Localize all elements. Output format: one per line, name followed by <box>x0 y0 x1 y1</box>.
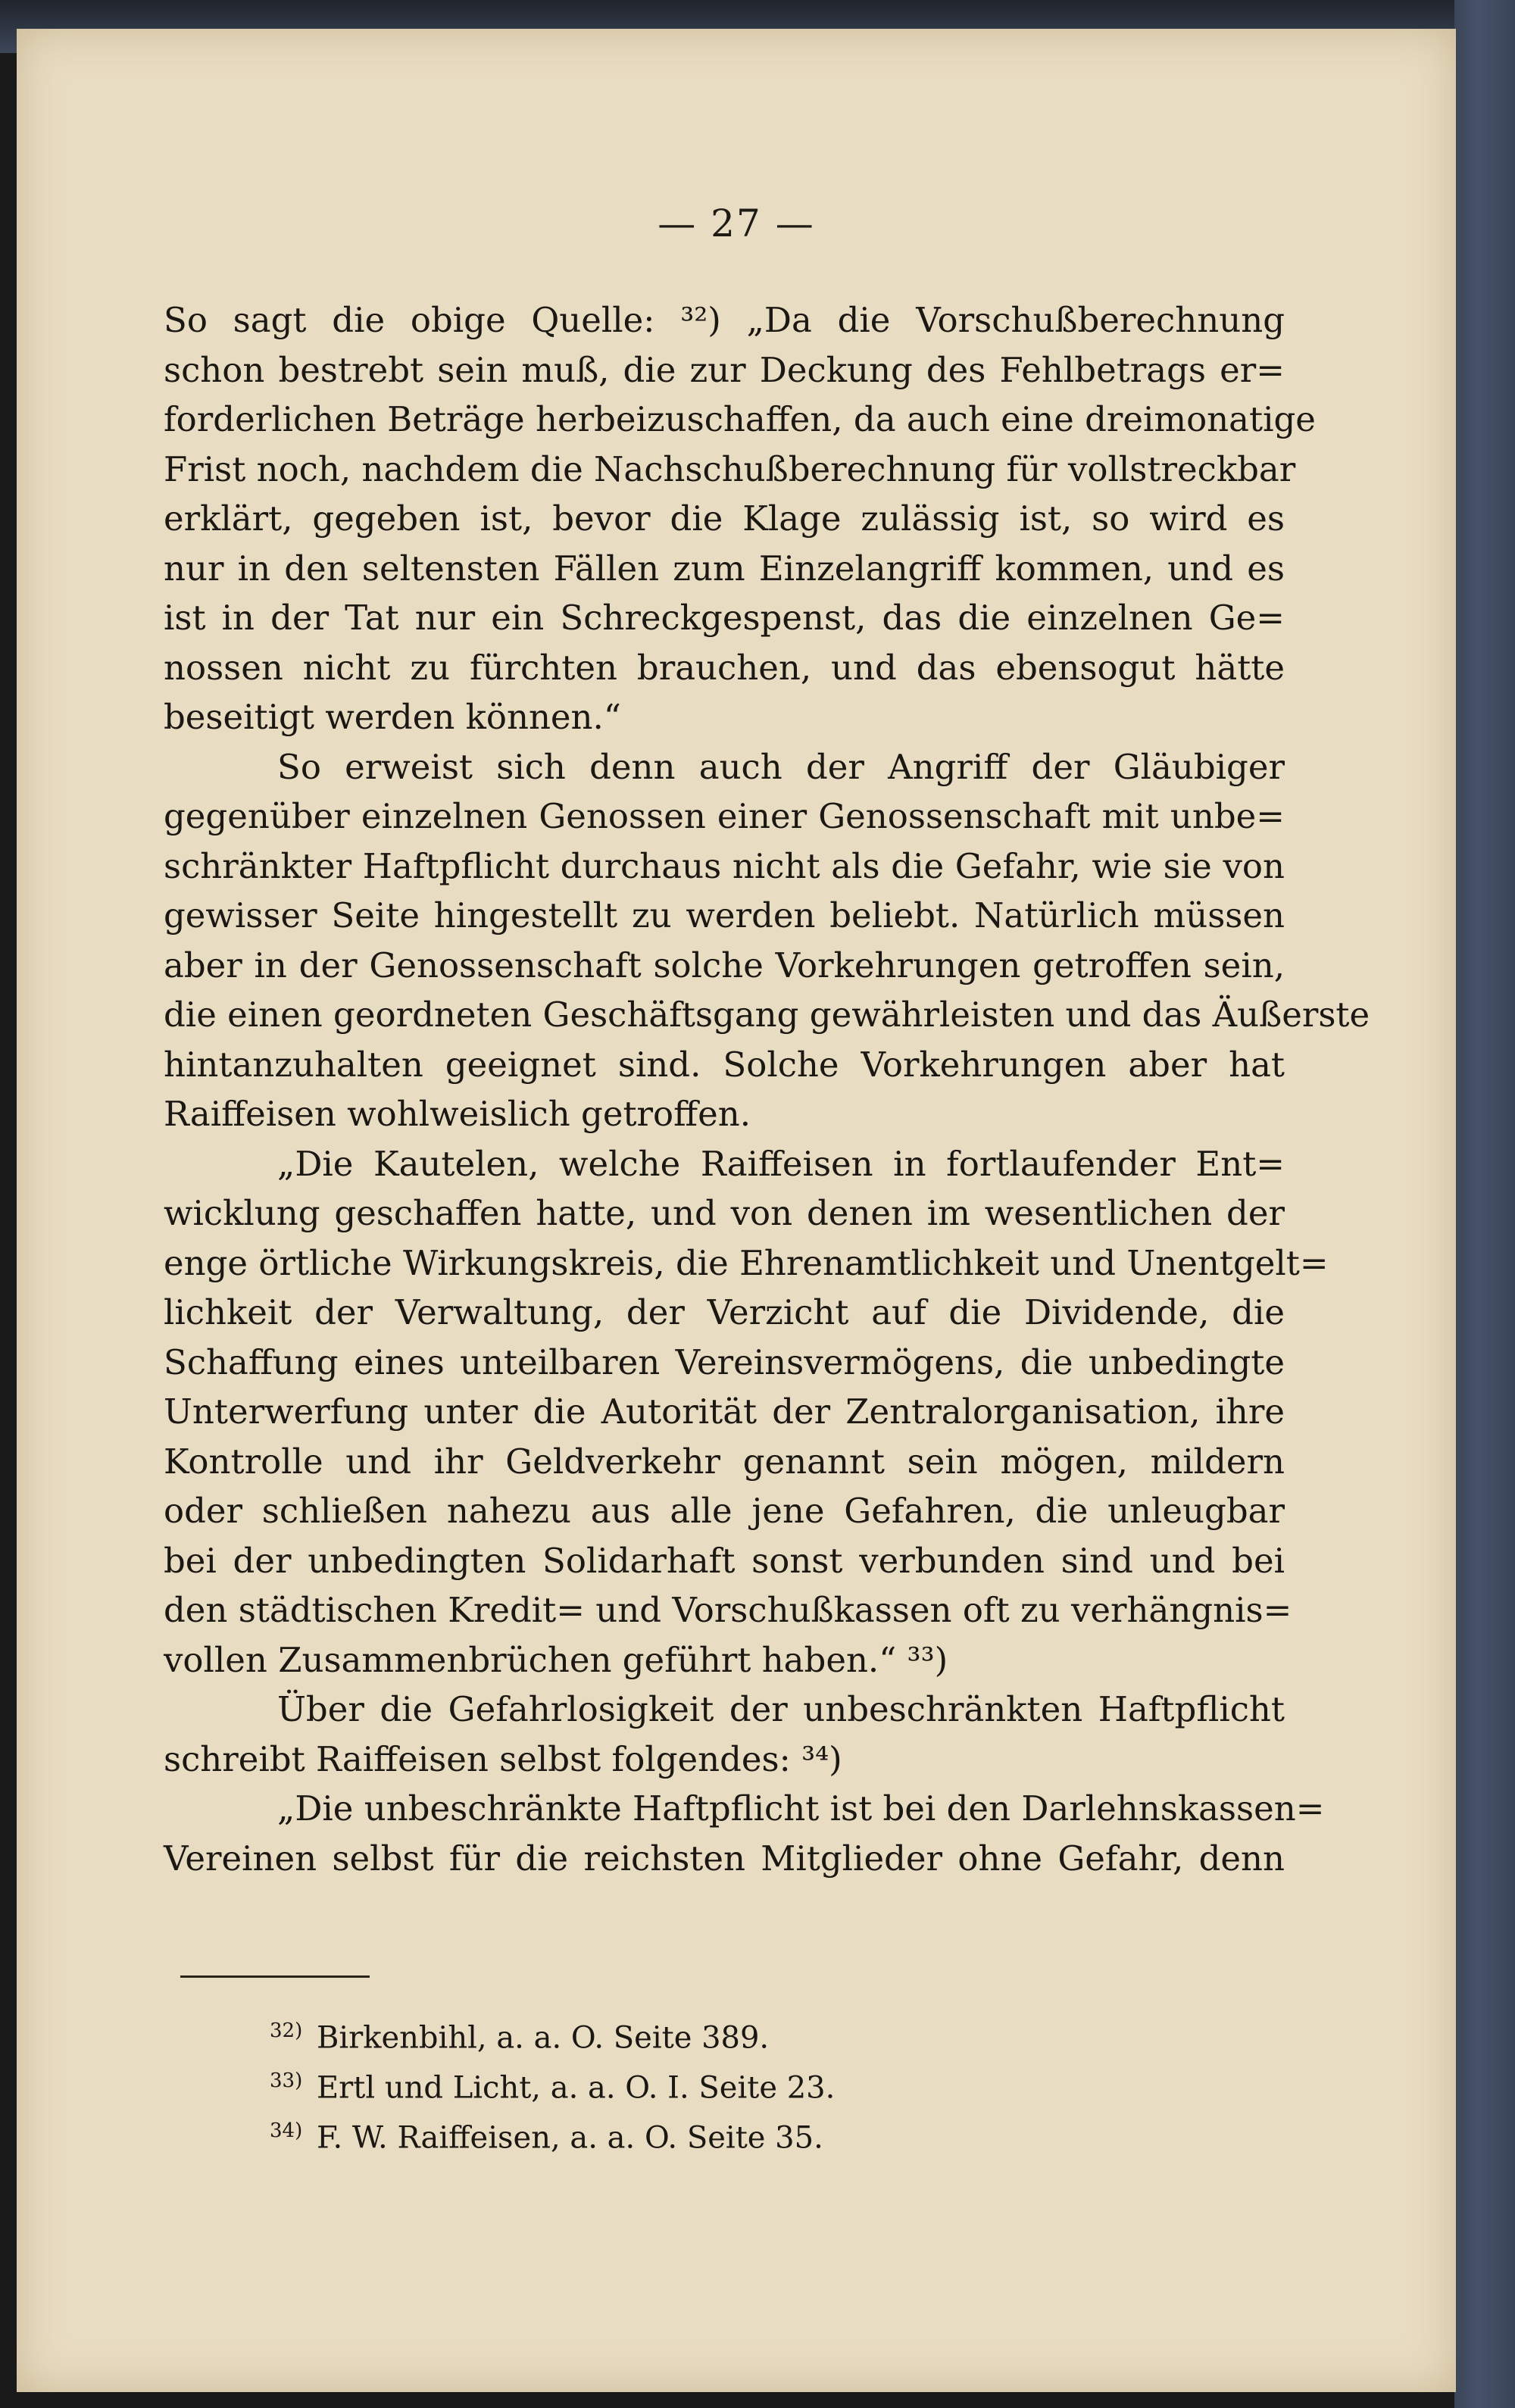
page-number: — 27 — <box>658 201 815 245</box>
text-line: „Die Kautelen, welche Raiffeisen in fortlaufender Ent= <box>277 1143 1285 1184</box>
text-line: hintanzuhalten geeignet sind. Solche Vorkehrungen aber hat <box>164 1044 1285 1085</box>
text-line: vollen Zusammenbrüchen geführt haben.“ ³³) <box>164 1639 948 1680</box>
text-line: Unterwerfung unter die Autorität der Zentralorganisation, ihre <box>164 1391 1285 1432</box>
text-line: So sagt die obige Quelle: ³²) „Da die Vorschußberechnung <box>164 300 1285 340</box>
book-cover-edge <box>1454 0 1515 2408</box>
body-text <box>164 295 1370 1883</box>
text-line: oder schließen nahezu aus alle jene Gefahren, die unleugbar <box>164 1491 1285 1531</box>
footnote-text: Ertl und Licht, a. a. O. I. Seite 23. <box>316 2070 836 2106</box>
footnote-text: Birkenbihl, a. a. O. Seite 389. <box>316 2020 770 2056</box>
text-line: beseitigt werden können.“ <box>164 697 621 737</box>
footnote-text: F. W. Raiffeisen, a. a. O. Seite 35. <box>316 2120 823 2156</box>
footnote <box>270 2006 1179 2056</box>
text-line: nossen nicht zu fürchten brauchen, und das ebensogut hätte <box>164 647 1285 688</box>
text-line: nur in den seltensten Fällen zum Einzelangriff kommen, und es <box>164 548 1285 589</box>
text-line: Vereinen selbst für die reichsten Mitglieder ohne Gefahr, denn <box>164 1838 1285 1879</box>
text-line: schränkter Haftpflicht durchaus nicht als die Gefahr, wie sie von <box>164 845 1285 886</box>
text-line: lichkeit der Verwaltung, der Verzicht auf die Dividende, die <box>164 1292 1285 1332</box>
text-line: aber in der Genossenschaft solche Vorkehrungen getroffen sein, <box>164 945 1285 985</box>
text-line: „Die unbeschränkte Haftpflicht ist bei den Darlehnskassen= <box>277 1788 1325 1829</box>
footnote-divider <box>180 1975 370 1978</box>
text-line: wicklung geschaffen hatte, und von denen im wesentlichen der <box>164 1193 1285 1233</box>
text-line: die einen geordneten Geschäftsgang gewährleisten und das Äußerste <box>164 995 1370 1035</box>
text-line: Kontrolle und ihr Geldverkehr genannt sein mögen, mildern <box>164 1441 1285 1482</box>
text-line: schreibt Raiffeisen selbst folgendes: ³⁴) <box>164 1738 842 1779</box>
text-line: Über die Gefahrlosigkeit der unbeschränkten Haftpflicht <box>277 1689 1285 1729</box>
text-line: Frist noch, nachdem die Nachschußberechnung für vollstreckbar <box>164 448 1296 489</box>
text-line: enge örtliche Wirkungskreis, die Ehrenamtlichkeit und Unentgelt= <box>164 1242 1329 1283</box>
footnote-number: 33) <box>270 2069 303 2092</box>
footnote <box>270 2106 1179 2156</box>
text-line: erklärt, gegeben ist, bevor die Klage zulässig ist, so wird es <box>164 498 1285 539</box>
text-line: den städtischen Kredit= und Vorschußkassen oft zu verhängnis= <box>164 1590 1292 1630</box>
text-line: forderlichen Beträge herbeizuschaffen, da auch eine dreimonatige <box>164 399 1316 439</box>
book-page <box>17 29 1456 2392</box>
text-line: ist in der Tat nur ein Schreckgespenst, das die einzelnen Ge= <box>164 598 1285 638</box>
text-line: schon bestrebt sein muß, die zur Deckung des Fehlbetrags er= <box>164 349 1285 390</box>
footnote-number: 34) <box>270 2119 303 2142</box>
footnotes <box>270 2006 1179 2156</box>
text-line: So erweist sich denn auch der Angriff der Gläubiger <box>277 746 1285 787</box>
text-line: gegenüber einzelnen Genossen einer Genossenschaft mit unbe= <box>164 796 1285 836</box>
text-line: Raiffeisen wohlweislich getroffen. <box>164 1094 751 1134</box>
text-line: gewisser Seite hingestellt zu werden beliebt. Natürlich müssen <box>164 895 1285 935</box>
footnote <box>270 2056 1179 2106</box>
text-line: Schaffung eines unteilbaren Vereinsvermögens, die unbedingte <box>164 1341 1285 1382</box>
text-line: bei der unbedingten Solidarhaft sonst verbunden sind und bei <box>164 1540 1285 1581</box>
footnote-number: 32) <box>270 2019 303 2042</box>
